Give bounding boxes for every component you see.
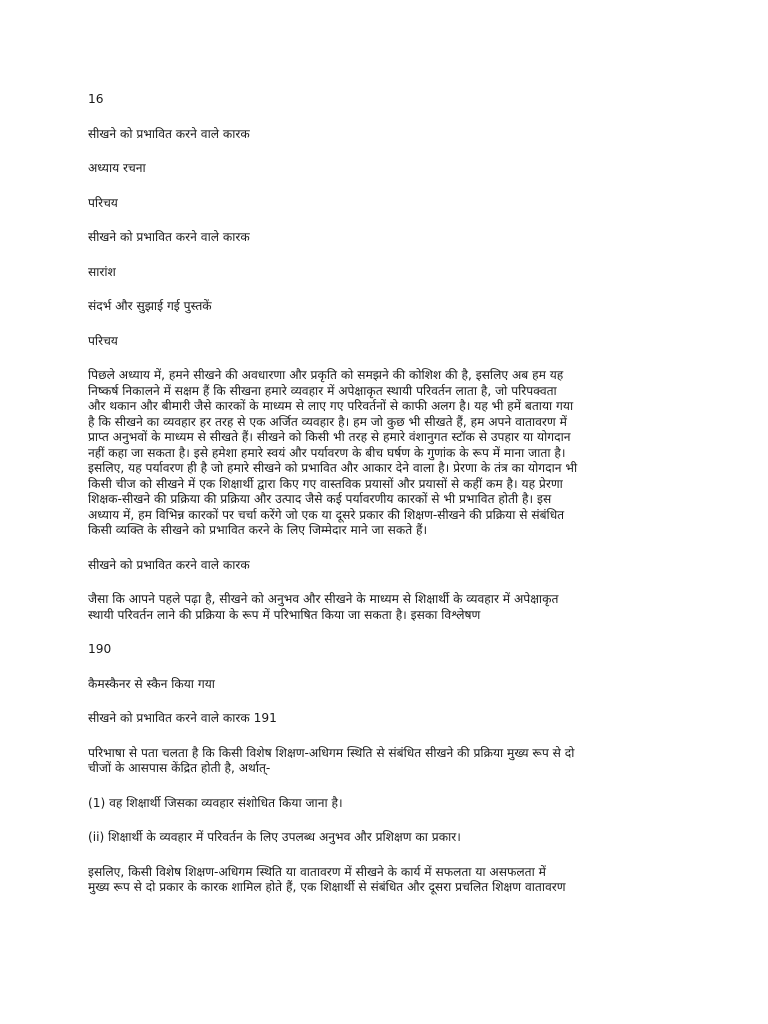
intro-line: पिछले अध्याय में, हमने सीखने की अवधारणा और प्रकृति को समझने की कोशिश की है, इसलिए अब हम यह: [88, 368, 564, 382]
page-number-bottom: 190: [88, 642, 112, 656]
intro-line: अध्याय में, हम विभिन्न कारकों पर चर्चा करेंगे जो एक या दूसरे प्रकार की शिक्षण-सीखने की प्रक्रिया से संबंधित: [88, 507, 565, 522]
intro-line: इसलिए, यह पर्यावरण ही है जो हमारे सीखने को प्रभावित और आकार देने वाला है। प्रेरणा के तंत्र का योगदान भी: [88, 461, 578, 475]
intro-paragraph: [88, 368, 688, 539]
definition-line: परिभाषा से पता चलता है कि किसी विशेष शिक्षण-अधिगम स्थिति से संबंधित सीखने की प्रक्रिया मुख्य रूप से दो: [88, 745, 575, 760]
point-1: (1) वह शिक्षार्थी जिसका व्यवहार संशोधित किया जाना है।: [88, 795, 343, 810]
scanner-note: कैमस्कैनर से स्कैन किया गया: [88, 676, 215, 691]
intro-line: प्राप्त अनुभवों के माध्यम से सीखते हैं। सीखने को किसी भी तरह से हमारे वंशानुगत स्टॉक से उपहार या योगदान: [88, 430, 571, 444]
intro-line: निष्कर्ष निकालने में सक्षम हैं कि सीखना हमारे व्यवहार में अपेक्षाकृत स्थायी परिवर्तन लाता है, जो परिपक्वता: [88, 383, 557, 398]
toc-heading: अध्याय रचना: [88, 161, 146, 175]
definition-paragraph: [88, 746, 688, 777]
conclusion-line: इसलिए, किसी विशेष शिक्षण-अधिगम स्थिति या वातावरण में सीखने के कार्य में सफलता या असफलता में: [88, 864, 546, 879]
page-number-top: 16: [88, 92, 104, 106]
conclusion-line: मुख्य रूप से दो प्रकार के कारक शामिल होते हैं, एक शिक्षार्थी से संबंधित और दूसरा प्रचलित शिक्षण वातावरण: [88, 880, 566, 894]
running-header: सीखने को प्रभावित करने वाले कारक 191: [88, 711, 277, 725]
intro-heading: परिचय: [88, 333, 118, 348]
toc-item-factors: सीखने को प्रभावित करने वाले कारक: [88, 230, 250, 244]
intro-line: किसी व्यक्ति के सीखने को प्रभावित करने के लिए जिम्मेदार माने जा सकते हैं।: [88, 523, 428, 537]
point-2: (ii) शिक्षार्थी के व्यवहार में परिवर्तन के लिए उपलब्ध अनुभव और प्रशिक्षण का प्रकार।: [88, 830, 461, 844]
section-paragraph: [88, 592, 688, 623]
section-heading: सीखने को प्रभावित करने वाले कारक: [88, 557, 250, 572]
intro-line: और थकान और बीमारी जैसे कारकों के माध्यम से लाए गए परिवर्तनों से काफी अलग है। यह भी हमें बताया गया: [88, 399, 574, 413]
document-page: [88, 92, 688, 915]
intro-line: किसी चीज को सीखने में एक शिक्षार्थी द्वारा किए गए वास्तविक प्रयासों और प्रयासों से कहीं कम है। यह प्रेरणा: [88, 476, 563, 491]
conclusion-paragraph: [88, 865, 688, 896]
toc-item-references: संदर्भ और सुझाई गई पुस्तकें: [88, 299, 212, 313]
intro-line: है कि सीखने का व्यवहार हर तरह से एक अर्जित व्यवहार है। हम जो कुछ भी सीखते हैं, हम अपने वातावरण में: [88, 414, 567, 429]
chapter-title: सीखने को प्रभावित करने वाले कारक: [88, 126, 250, 141]
section-line: जैसा कि आपने पहले पढ़ा है, सीखने को अनुभव और सीखने के माध्यम से शिक्षार्थी के व्यवहार में अपेक्षाकृत: [88, 592, 559, 606]
section-line: स्थायी परिवर्तन लाने की प्रक्रिया के रूप में परिभाषित किया जा सकता है। इसका विश्लेषण: [88, 607, 481, 622]
definition-line: चीजों के आसपास केंद्रित होती है, अर्थात्-: [88, 761, 271, 775]
toc-item-summary: सारांश: [88, 264, 116, 279]
intro-line: नहीं कहा जा सकता है। इसे हमेशा हमारे स्वयं और पर्यावरण के बीच घर्षण के गुणांक के रूप में माना जाता है।: [88, 445, 566, 460]
toc-item-introduction: परिचय: [88, 195, 118, 210]
intro-line: शिक्षक-सीखने की प्रक्रिया की प्रक्रिया और उत्पाद जैसे कई पर्यावरणीय कारकों से भी प्रभावित होती है। इस: [88, 492, 552, 506]
